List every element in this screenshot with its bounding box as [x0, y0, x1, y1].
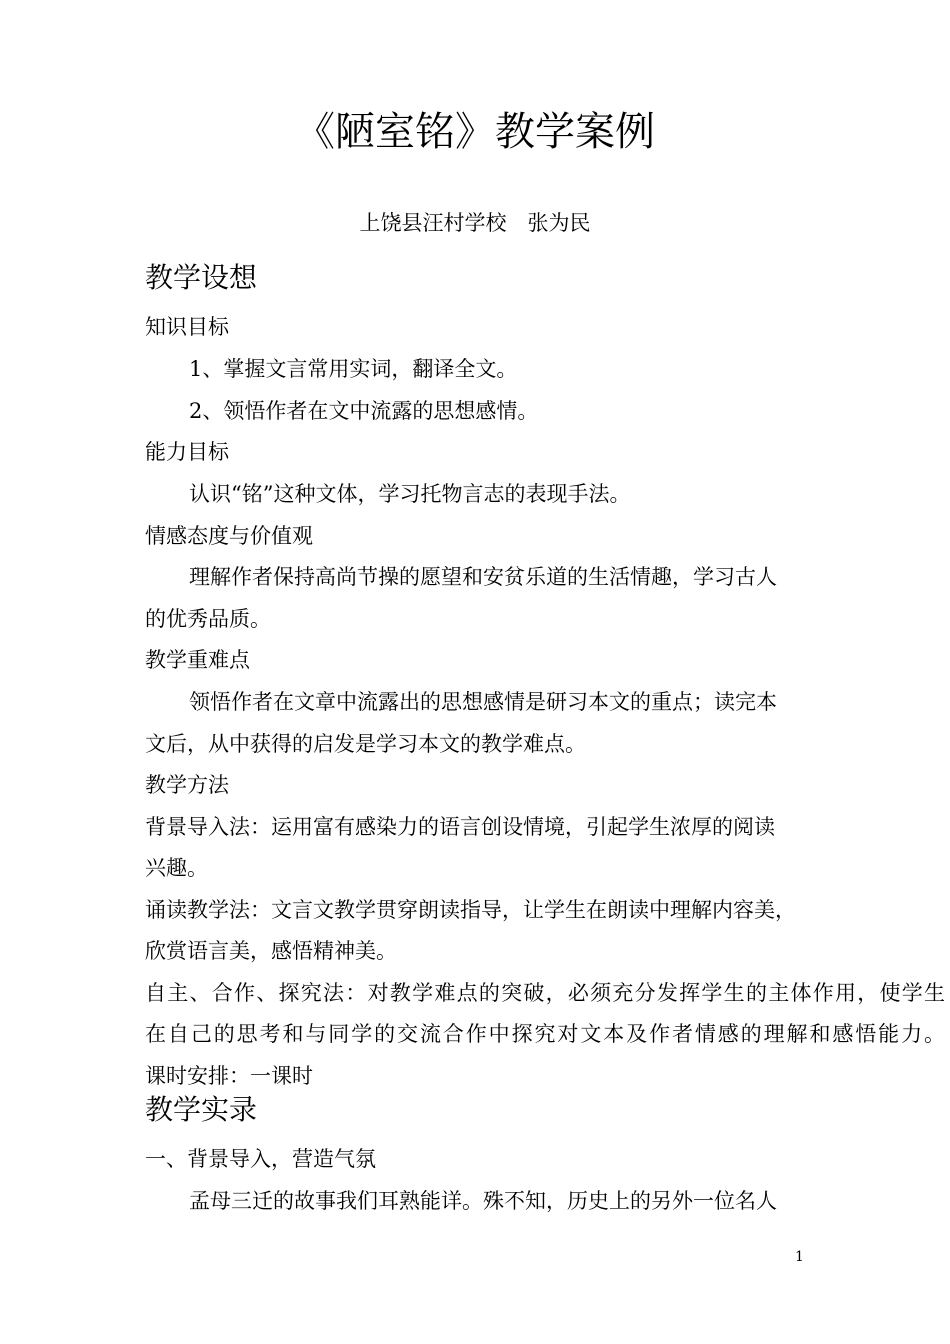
text-line: 1、掌握文言常用实词，翻译全文。 [189, 357, 518, 381]
text-line: 欣赏语言美，感悟精神美。 [145, 939, 397, 963]
subheading-background-intro: 一、背景导入，营造气氛 [145, 1147, 376, 1171]
subheading-knowledge-goals: 知识目标 [145, 315, 229, 339]
text-line: 领悟作者在文章中流露出的思想感情是研习本文的重点；读完本 [189, 690, 777, 714]
text-line: 2、领悟作者在文中流露的思想感情。 [189, 399, 539, 423]
text-line: 诵读教学法：文言文教学贯穿朗读指导，让学生在朗读中理解内容美， [145, 898, 796, 922]
subheading-emotion-values: 情感态度与价值观 [145, 524, 313, 548]
page-title: 《陋室铭》教学案例 [295, 109, 655, 155]
text-line: 孟母三迁的故事我们耳熟能详。殊不知，历史上的另外一位名人 [189, 1189, 777, 1213]
text-line: 兴趣。 [145, 856, 208, 880]
text-line: 的优秀品质。 [145, 607, 271, 631]
author-line: 上饶县汪村学校 张为民 [359, 211, 591, 235]
text-line: 背景导入法：运用富有感染力的语言创设情境，引起学生浓厚的阅读 [145, 815, 775, 839]
class-hours-line: 课时安排：一课时 [145, 1064, 313, 1088]
text-line: 文后，从中获得的启发是学习本文的教学难点。 [145, 732, 586, 756]
page-number: 1 [795, 1249, 804, 1265]
subheading-teaching-methods: 教学方法 [145, 773, 229, 797]
text-line: 理解作者保持高尚节操的愿望和安贫乐道的生活情趣，学习古人 [189, 565, 777, 589]
text-line: 自主、合作、探究法：对教学难点的突破，必须充分发挥学生的主体作用，使学生 [145, 981, 945, 1005]
subheading-key-difficulties: 教学重难点 [145, 648, 250, 672]
subheading-ability-goals: 能力目标 [145, 440, 229, 464]
text-line: 在自己的思考和与同学的交流合作中探究对文本及作者情感的理解和感悟能力。 [145, 1022, 945, 1046]
section-heading-teaching-plan: 教学设想 [145, 261, 258, 294]
section-heading-teaching-record: 教学实录 [145, 1093, 258, 1126]
text-line: 认识“铭”这种文体，学习托物言志的表现手法。 [189, 482, 631, 506]
